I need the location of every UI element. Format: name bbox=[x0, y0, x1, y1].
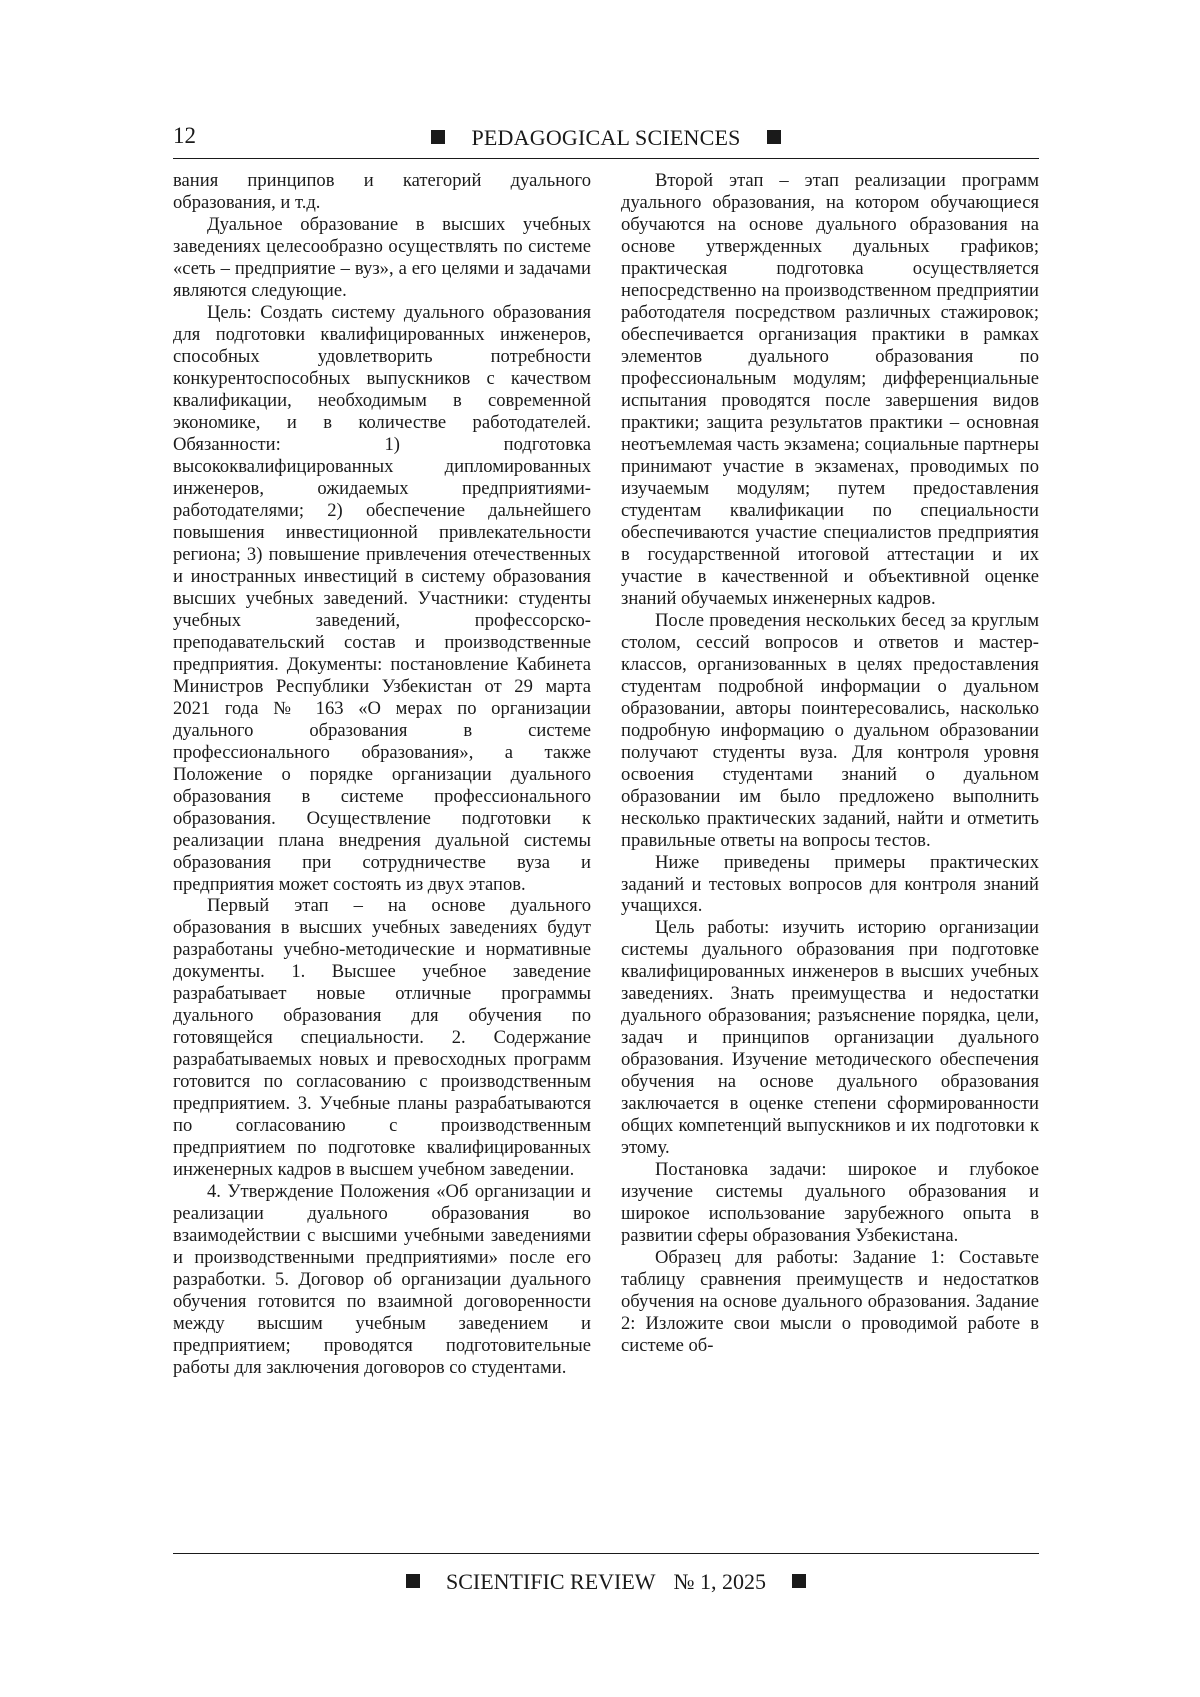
issue-number: № 1, 2025 bbox=[673, 1569, 767, 1594]
paragraph: 4. Утверждение Положения «Об организации и реализации дуального образования во взаимодействии с высшими учебными заведениями и производственными предприятиями» после его разработки. 5. Договор об организации дуального обучения готовится по взаимной договоренности между высшим учебным заведением и предприятием; проводятся подготовительные работы для заключения договоров со студентами. bbox=[173, 1181, 591, 1379]
square-bullet-icon bbox=[792, 1574, 806, 1588]
square-bullet-icon bbox=[406, 1574, 420, 1588]
square-bullet-icon bbox=[431, 130, 445, 144]
page-number: 12 bbox=[173, 123, 196, 148]
section-title-text: PEDAGOGICAL SCIENCES bbox=[471, 125, 741, 150]
paragraph: Постановка задачи: широкое и глубокое изучение системы дуального образования и широкое использование зарубежного опыта в развитии сферы образования Узбекистана. bbox=[621, 1159, 1039, 1247]
left-column bbox=[173, 170, 591, 1379]
paragraph: Цель работы: изучить историю организации системы дуального образования при подготовке квалифицированных инженеров в высших учебных заведениях. Знать преимущества и недостатки дуального образования; разъяснение порядка, цели, задач и принципов организации дуального образования. Изучение методического обеспечения обучения на основе дуального образования заключается в оценке степени сформированности общих компетенций выпускников и их подготовки к этому. bbox=[621, 917, 1039, 1159]
footer-text bbox=[173, 1568, 1039, 1596]
page-footer bbox=[173, 1553, 1039, 1602]
paragraph: Второй этап – этап реализации программ дуального образования, на котором обучающиеся обучаются на основе дуального образования на основе утвержденных дуальных графиков; практическая подготовка осуществляется непосредственно на производственном предприятии работодателя посредством различных стажировок; обеспечивается организация практики в рамках элементов дуального образования по профессиональным модулям; дифференциальные испытания проводятся после завершения видов практики; защита результатов практики – основная неотъемлемая часть экзамена; социальные партнеры принимают участие в экзаменах, проводимых по изучаемым модулям; путем предоставления студентам квалификации по специальности обеспечиваются участие специалистов предприятия в государственной итоговой аттестации и их участие в качественной и объективной оценке знаний обучаемых инженерных кадров. bbox=[621, 170, 1039, 609]
paragraph: Дуальное образование в высших учебных заведениях целесообразно осуществлять по системе «сеть – предприятие – вуз», а его целями и задачами являются следующие. bbox=[173, 213, 591, 301]
page-header bbox=[173, 118, 1039, 159]
square-bullet-icon bbox=[767, 130, 781, 144]
right-column bbox=[621, 170, 1039, 1357]
paragraph: Ниже приведены примеры практических заданий и тестовых вопросов для контроля знаний учащихся. bbox=[621, 851, 1039, 917]
paragraph: Цель: Создать систему дуального образования для подготовки квалифицированных инженеров, способных удовлетворить потребности конкурентоспособных выпускников с качеством квалификации, необходимым в современной экономике, и в количестве работодателей. Обязанности: 1) подготовка высококвалифицированных дипломированных инженеров, ожидаемых предприятиями-работодателями; 2) обеспечение дальнейшего повышения инвестиционной привлекательности региона; 3) повышение привлечения отечественных и иностранных инвестиций в систему образования высших учебных заведений. Участники: студенты учебных заведений, профессорско-преподавательский состав и производственные предприятия. Документы: постановление Кабинета Министров Республики Узбекистан от 29 марта 2021 года № 163 «О мерах по организации дуального образования в системе профессионального образования», а также Положение о порядке организации дуального образования в системе профессионального образования. Осуществление подготовки к реализации плана внедрения дуальной системы образования при сотрудничестве вуза и предприятия может состоять из двух этапов. bbox=[173, 301, 591, 895]
journal-name: SCIENTIFIC REVIEW bbox=[445, 1569, 656, 1594]
paragraph: вания принципов и категорий дуального образования, и т.д. bbox=[173, 170, 591, 213]
paragraph: Образец для работы: Задание 1: Составьте таблицу сравнения преимуществ и недостатков обучения на основе дуального образования. Задание 2: Изложите свои мысли о проводимой работе в системе об- bbox=[621, 1247, 1039, 1357]
paragraph: После проведения нескольких бесед за круглым столом, сессий вопросов и ответов и мастер-классов, организованных в целях предоставления студентам подробной информации о дуальном образовании, авторы поинтересовались, насколько подробную информацию о дуальном образовании получают студенты вуза. Для контроля уровня освоения студентами знаний о дуальном образовании им было предложено выполнить несколько практических заданий, найти и отметить правильные ответы на вопросы тестов. bbox=[621, 609, 1039, 851]
section-title bbox=[173, 124, 1039, 152]
paragraph: Первый этап – на основе дуального образования в высших учебных заведениях будут разработаны учебно-методические и нормативные документы. 1. Высшее учебное заведение разрабатывает новые отличные программы дуального образования для обучения по готовящейся специальности. 2. Содержание разрабатываемых новых и превосходных программ готовится по согласованию с производственным предприятием. 3. Учебные планы разрабатываются по согласованию с производственным предприятием по подготовке квалифицированных инженерных кадров в высшем учебном заведении. bbox=[173, 895, 591, 1181]
